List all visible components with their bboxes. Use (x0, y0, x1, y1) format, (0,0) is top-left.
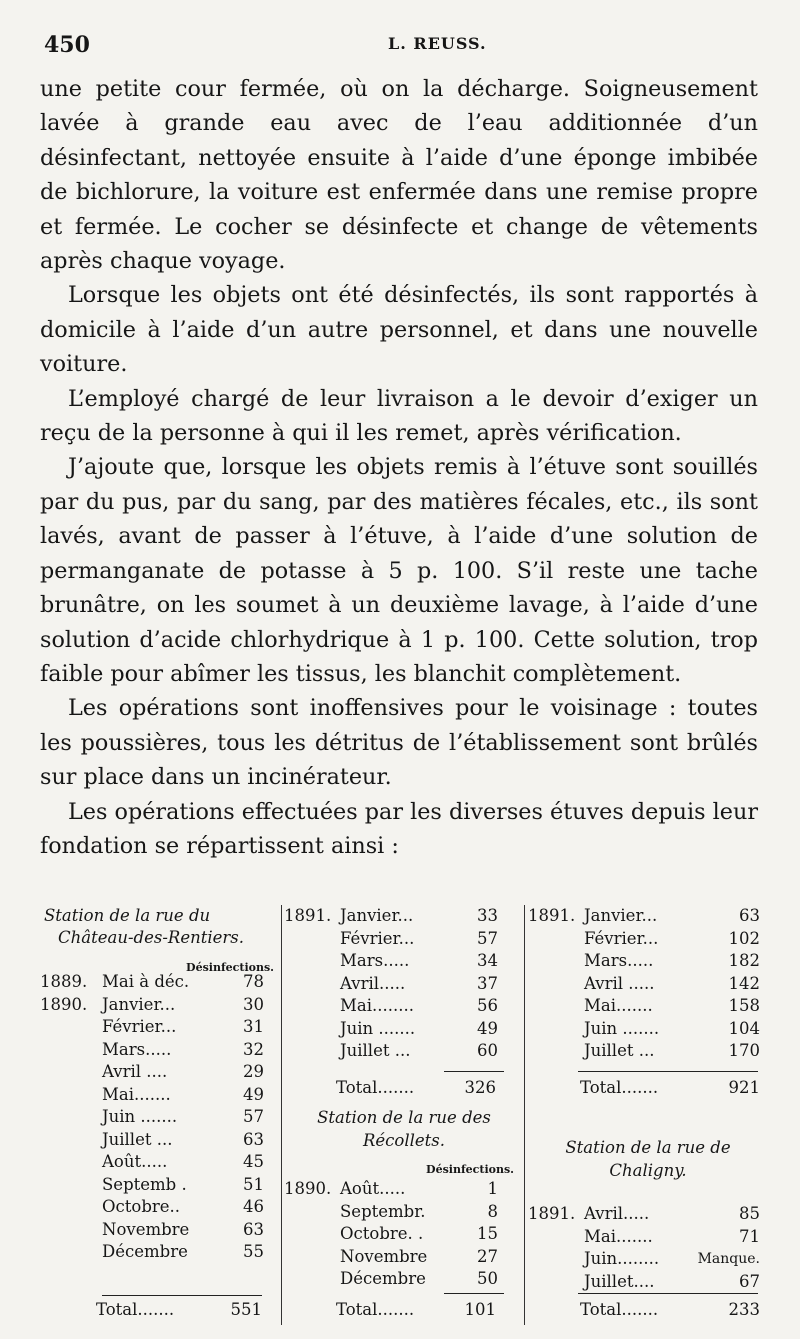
row-value: 27 (477, 1246, 498, 1266)
row-value: 49 (243, 1084, 264, 1104)
row-value: 85 (739, 1204, 760, 1223)
row-month: Juillet ... (102, 1129, 173, 1149)
row-month: Juin........ (584, 1249, 660, 1268)
row-month: Août..... (102, 1152, 168, 1171)
row-value: 63 (243, 1129, 264, 1149)
row-value: Manque. (697, 1251, 760, 1267)
table-row (40, 1151, 276, 1174)
table-row (528, 995, 768, 1018)
paragraph: Les opérations sont inoffensives pour le voisinage : toutes les poussières, tous les détritus de l’établissement sont brûlés sur place dans un incinérateur. (40, 695, 758, 791)
row-value: 29 (243, 1062, 264, 1081)
paragraph: Les opérations effectuées par les diverses étuves depuis leur fondation se répartissent ainsi : (40, 798, 758, 859)
table-row (528, 1226, 768, 1249)
table-row (40, 1084, 276, 1107)
row-value: 32 (243, 1039, 264, 1059)
body-text (40, 72, 758, 863)
row-value: 46 (243, 1197, 264, 1216)
row-value: 50 (477, 1269, 498, 1288)
row-value: 63 (739, 906, 760, 925)
row-value: 49 (477, 1018, 498, 1038)
row-month: Janvier... (340, 906, 414, 925)
row-month: Avril..... (584, 1204, 650, 1223)
row-month: Octobre. . (340, 1224, 424, 1243)
table-row (284, 1040, 520, 1063)
row-month: Novembre (102, 1219, 190, 1239)
row-month: Mai....... (584, 1226, 653, 1246)
table-row (284, 1223, 520, 1246)
table-row (528, 1248, 768, 1271)
paragraph: une petite cour fermée, où on la décharge. Soigneusement lavée à grande eau avec de l’eau additionnée d’un désinfectant, nettoyée ensuite à l’aide d’une éponge imbibée de bichlorure, la voiture est enfermée dans une remise propre et fermée. Le cocher se désinfecte et change de vêtements après chaque voyage. (40, 76, 758, 275)
table-row (40, 1039, 276, 1062)
row-month: Mai à déc. (102, 972, 190, 991)
row-month: Décembre (340, 1269, 426, 1288)
row-value: 102 (728, 928, 760, 948)
row-value: 33 (477, 906, 498, 925)
paragraph: L’employé chargé de leur livraison a le devoir d’exiger un reçu de la personne à qui il les remet, après vérification. (40, 385, 758, 447)
paragraph: Lorsque les objets ont été désinfectés, ils sont rapportés à domicile à l’aide d’un autre personnel, et dans une nouvelle voiture. (40, 282, 758, 378)
row-month: Février... (102, 1017, 177, 1036)
total-row: Total....... 551 (96, 1300, 262, 1319)
table-row (40, 1129, 276, 1152)
table-row (284, 1268, 520, 1291)
station-title: Station de la rue de Chaligny. (565, 1138, 731, 1180)
table-chateau-des-rentiers (40, 905, 276, 1319)
row-value: 67 (739, 1271, 760, 1291)
row-month: Août..... (340, 1179, 406, 1198)
row-month: Juin ....... (584, 1018, 660, 1038)
row-value: 158 (728, 996, 760, 1015)
row-value: 104 (728, 1018, 760, 1038)
table-rows (528, 1203, 768, 1293)
row-value: 170 (728, 1041, 760, 1060)
table-row (528, 1271, 768, 1294)
row-month: Octobre.. (102, 1197, 181, 1216)
table-row (40, 1016, 276, 1039)
row-value: 78 (243, 972, 264, 991)
total-row: Total....... 921 (580, 1078, 760, 1097)
table-row (40, 1174, 276, 1197)
row-month: Juillet ... (340, 1041, 411, 1060)
table-row (528, 928, 768, 951)
row-value: 57 (477, 928, 498, 948)
row-value: 34 (477, 951, 498, 970)
row-month: Septemb . (102, 1174, 187, 1194)
unit-label: Désinfections. (186, 961, 274, 974)
paragraph: J’ajoute que, lorsque les objets remis à l’étuve sont souillés par du pus, par du sang, par des matières fécales, etc., ils sont lavés, avant de passer à l’étuve, à l’aide d’une solution de permanganate de potasse à 5 p. 100. S’il reste une tache brunâtre, on les soumet à un deuxième lavage, à l’aide d’une solution d’acide chlorhydrique à 1 p. 100. Cette solution, trop faible pour abîmer les tissus, les blanchit complètement. (40, 454, 758, 687)
row-value: 30 (243, 994, 264, 1014)
table-column-2 (284, 905, 520, 1319)
total-rule (578, 1293, 758, 1294)
row-value: 142 (728, 973, 760, 993)
table-rows (528, 905, 768, 1063)
table-row (284, 1246, 520, 1269)
row-value: 37 (477, 973, 498, 993)
statistics-tables (40, 905, 770, 1325)
total-row: Total....... 326 (336, 1078, 496, 1097)
row-year: 1889. (40, 972, 88, 991)
row-month: Avril .... (102, 1062, 168, 1081)
row-year: 1891. (528, 1204, 576, 1223)
table-row (284, 905, 520, 928)
row-month: Janvier... (102, 994, 176, 1014)
row-month: Mars..... (584, 951, 654, 970)
total-rule (102, 1295, 262, 1296)
row-month: Mars..... (102, 1039, 172, 1059)
row-month: Juillet ... (584, 1041, 655, 1060)
row-year: 1891. (284, 906, 332, 925)
table-row (528, 1040, 768, 1063)
total-rule (578, 1071, 758, 1072)
total-row: Total....... 233 (580, 1300, 760, 1319)
row-month: Novembre (340, 1246, 428, 1266)
table-row (528, 905, 768, 928)
table-column-3 (528, 905, 768, 1319)
row-value: 51 (243, 1174, 264, 1194)
unit-label: Désinfections. (426, 1163, 514, 1176)
page-number: 450 (44, 32, 90, 58)
table-row (528, 973, 768, 996)
table-rows (284, 1178, 520, 1291)
row-month: Mai....... (102, 1084, 171, 1104)
table-row (284, 1201, 520, 1224)
row-month: Mars..... (340, 951, 410, 970)
station-title: Château-des-Rentiers. (58, 928, 244, 947)
row-month: Avril ..... (584, 973, 655, 993)
station-title: Station de la rue du (44, 906, 211, 925)
row-value: 57 (243, 1107, 264, 1126)
row-year: 1890. (284, 1179, 332, 1198)
row-value: 60 (477, 1041, 498, 1060)
column-divider (524, 905, 525, 1325)
row-value: 1 (487, 1179, 498, 1198)
row-month: Février... (584, 928, 659, 948)
table-row (40, 1196, 276, 1219)
row-month: Juillet.... (584, 1271, 655, 1291)
row-value: 45 (243, 1152, 264, 1171)
row-value: 56 (477, 996, 498, 1015)
table-row (40, 1061, 276, 1084)
row-month: Septembr. (340, 1201, 426, 1221)
total-row: Total....... 101 (336, 1300, 496, 1319)
row-month: Mai........ (340, 996, 414, 1015)
table-row (40, 1219, 276, 1242)
row-year: 1891. (528, 906, 576, 925)
row-year: 1890. (40, 994, 88, 1014)
table-rows (40, 971, 276, 1264)
row-month: Juin ....... (102, 1107, 178, 1126)
table-row (528, 1018, 768, 1041)
table-rows (284, 905, 520, 1063)
table-row (528, 1203, 768, 1226)
row-month: Mai....... (584, 996, 653, 1015)
row-value: 55 (243, 1242, 264, 1261)
row-value: 8 (487, 1201, 498, 1221)
table-row (40, 1241, 276, 1264)
table-row (284, 1178, 520, 1201)
row-value: 63 (243, 1219, 264, 1239)
row-month: Février... (340, 928, 415, 948)
row-month: Juin ....... (340, 1018, 416, 1038)
running-head: L. REUSS. (388, 34, 487, 53)
page-header (40, 32, 760, 66)
table-row (528, 950, 768, 973)
table-row (40, 1106, 276, 1129)
row-month: Avril..... (340, 973, 406, 993)
total-rule (444, 1293, 504, 1294)
row-month: Janvier... (584, 906, 658, 925)
row-value: 182 (728, 951, 760, 970)
table-row (284, 950, 520, 973)
table-row (284, 973, 520, 996)
column-divider (281, 905, 282, 1325)
station-title: Station de la rue des Récollets. (317, 1108, 491, 1150)
row-value: 71 (739, 1226, 760, 1246)
table-row (40, 994, 276, 1017)
row-month: Décembre (102, 1242, 188, 1261)
row-value: 15 (477, 1224, 498, 1243)
table-row (284, 1018, 520, 1041)
table-row (40, 971, 276, 994)
table-row (284, 995, 520, 1018)
total-rule (444, 1071, 504, 1072)
row-value: 31 (243, 1017, 264, 1036)
table-row (284, 928, 520, 951)
